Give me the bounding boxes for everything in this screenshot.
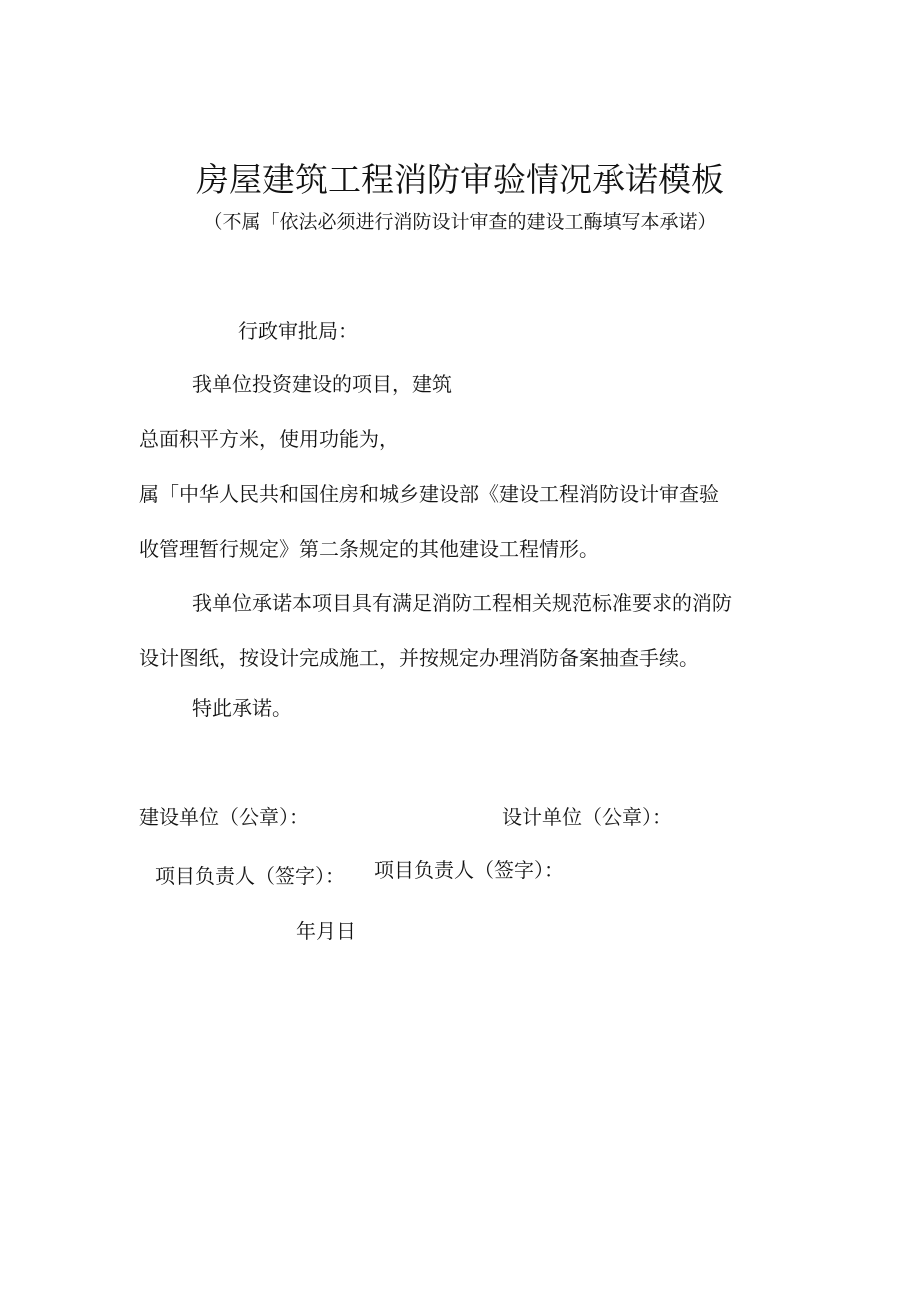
paragraph-1-line-2: 总面积平方米，使用功能为， [139,427,399,451]
paragraph-2-line-2: 设计图纸，按设计完成施工，并按规定办理消防备案抽查手续。 [139,646,699,670]
addressee: 行政审批局： [238,319,358,343]
document-title: 房屋建筑工程消防审验情况承诺模板 [196,160,724,199]
project-lead-signature-left: 项目负责人（签字）： [155,864,345,888]
design-unit-seal: 设计单位（公章）： [502,805,672,829]
paragraph-1-line-3: 属「中华人民共和国住房和城乡建设部《建设工程消防设计审查验 [139,482,719,506]
paragraph-1-line-4: 收管理暂行规定》第二条规定的其他建设工程情形。 [139,537,599,561]
project-lead-signature-right: 项目负责人（签字）： [374,858,564,882]
construction-unit-seal: 建设单位（公章）： [139,805,309,829]
signature-date: 年月日 [296,919,356,943]
paragraph-1-line-1: 我单位投资建设的项目，建筑 [192,372,452,396]
paragraph-2-line-1: 我单位承诺本项目具有满足消防工程相关规范标准要求的消防 [192,591,732,615]
closing-statement: 特此承诺。 [192,696,292,720]
document-subtitle: （不属「依法必须进行消防设计审查的建设工酶填写本承诺） [203,211,717,233]
